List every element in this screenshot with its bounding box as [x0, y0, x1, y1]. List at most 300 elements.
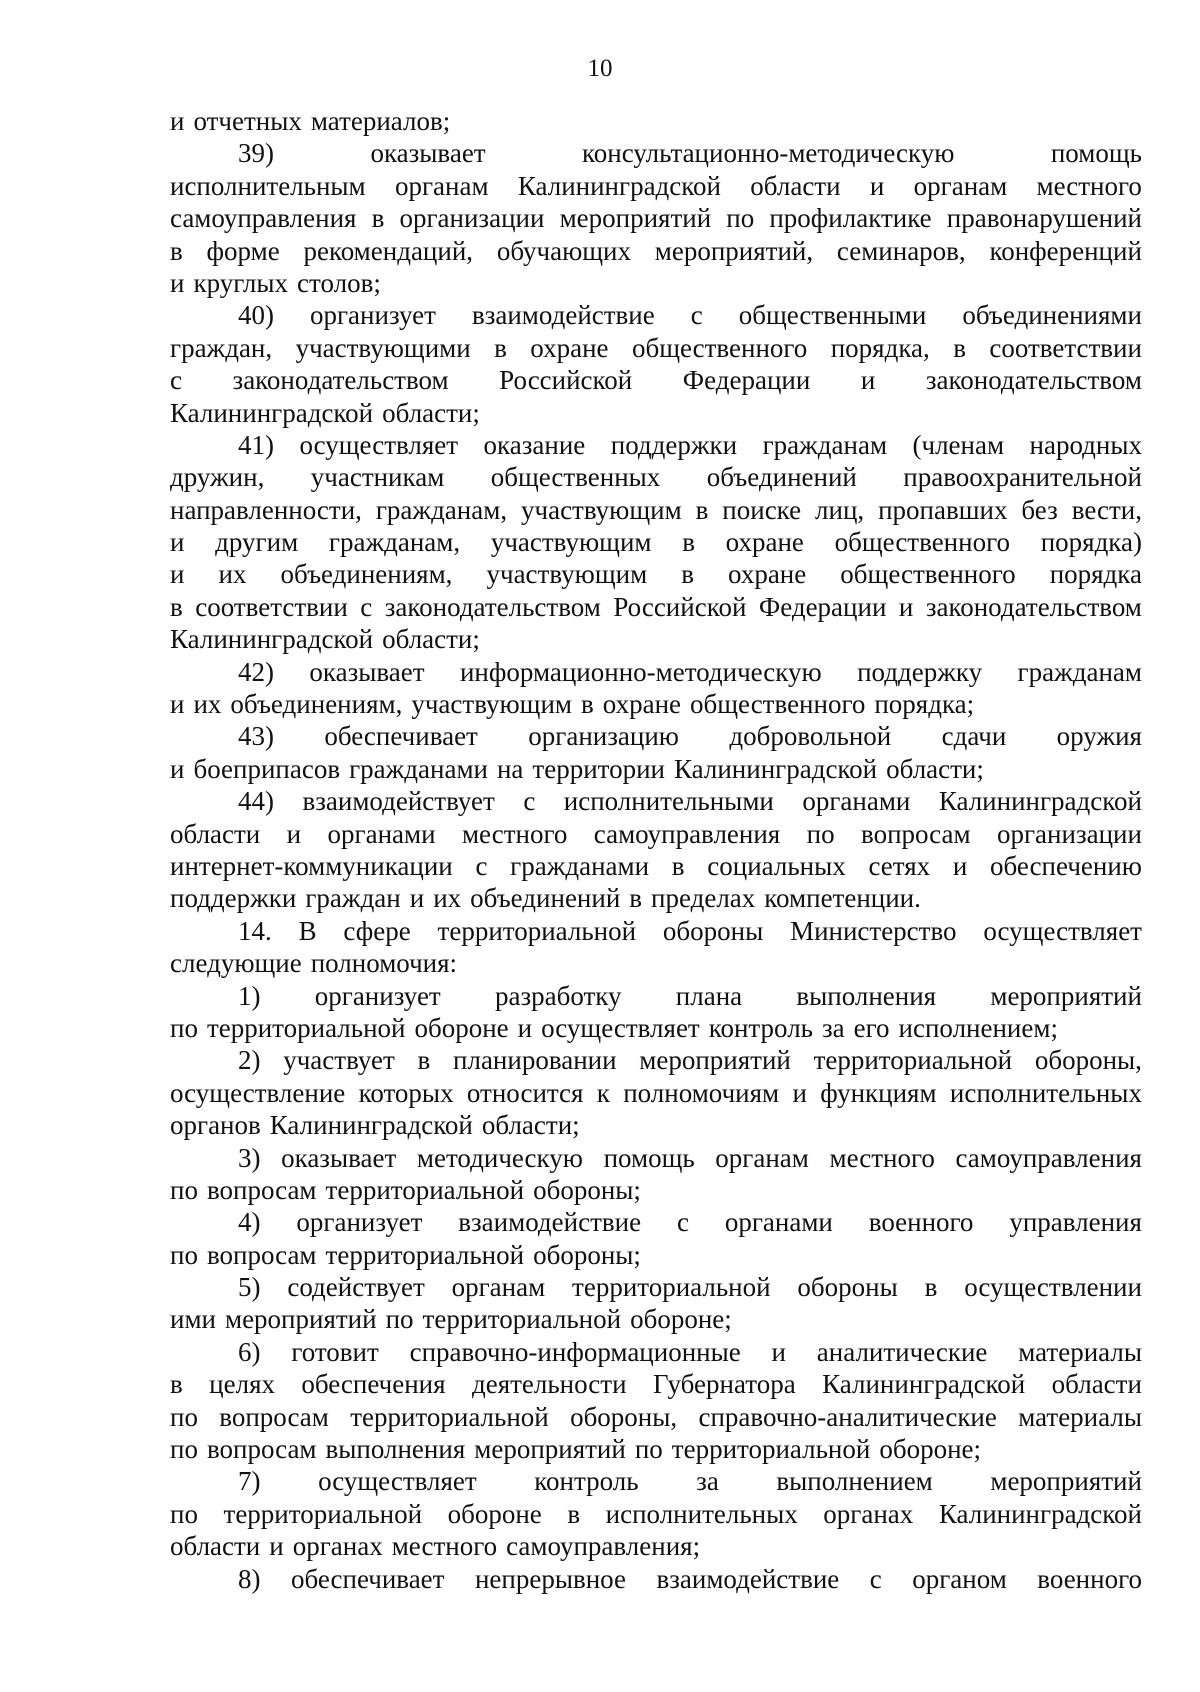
word: органом	[912, 1563, 1007, 1594]
word: обороны	[662, 915, 764, 946]
word: гражданами	[510, 850, 650, 881]
word: компетенции.	[764, 883, 921, 914]
word: мероприятий	[990, 980, 1142, 1011]
word: вопросам	[219, 1401, 329, 1432]
text-line	[170, 1109, 1142, 1141]
text-line	[170, 494, 1142, 526]
word: местного	[391, 1531, 498, 1562]
word: информационно-методическую	[459, 656, 822, 687]
text-line	[170, 137, 1142, 169]
word: оказывает	[370, 138, 486, 169]
word: вести,	[1071, 494, 1142, 525]
word: их	[433, 883, 462, 914]
word: в	[681, 559, 694, 590]
word: оказание	[483, 429, 586, 460]
text-line	[170, 656, 1142, 688]
word: территориальной	[325, 1239, 525, 1270]
word: народных	[1029, 429, 1142, 460]
word: деятельности	[471, 1369, 627, 1400]
word: с	[676, 1207, 689, 1238]
word: по	[634, 1434, 663, 1465]
word: без	[1021, 494, 1058, 525]
word: поддержку	[857, 656, 983, 687]
word: в	[629, 883, 643, 914]
word: боеприпасов	[193, 753, 341, 784]
word: по	[170, 1434, 198, 1465]
word: законодательством	[384, 591, 601, 622]
text-line	[170, 720, 1142, 752]
word: осуществляет	[541, 1012, 700, 1043]
word: охране	[725, 527, 804, 558]
word: контроль	[708, 1012, 813, 1043]
word: и	[869, 170, 885, 201]
word: за	[696, 1466, 719, 1497]
word: участвующим	[490, 527, 652, 558]
word: территориальной	[813, 1045, 1013, 1076]
word: организацию	[528, 721, 679, 752]
text-line	[170, 1498, 1142, 1530]
word: участникам	[310, 462, 445, 493]
word: и	[409, 883, 425, 914]
word: самоуправления	[170, 203, 357, 234]
word: общественного	[690, 689, 866, 720]
word: социальных	[707, 850, 846, 881]
word: осуществлении	[964, 1272, 1142, 1303]
text-line	[170, 1368, 1142, 1400]
word: области;	[382, 397, 480, 428]
text-line	[170, 1239, 1142, 1271]
word: и	[170, 689, 185, 720]
word: гражданами	[349, 753, 488, 784]
word: организует	[296, 1207, 423, 1238]
word: и	[517, 1012, 533, 1043]
word: 40)	[238, 300, 274, 331]
word: области;	[886, 753, 984, 784]
word: и	[286, 818, 302, 849]
text-line	[170, 1044, 1142, 1076]
word: соответствии	[195, 591, 348, 622]
word: и	[170, 267, 185, 298]
word: консультационно-методическую	[582, 138, 955, 169]
word: участвующим	[521, 494, 682, 525]
text-line	[170, 558, 1142, 590]
word: объединениями	[962, 300, 1142, 331]
text-line	[170, 105, 1142, 137]
word: готовит	[291, 1336, 379, 1367]
word: взаимодействие	[471, 300, 655, 331]
word: полномочия:	[310, 948, 458, 979]
word: пропавших	[878, 494, 1008, 525]
word: в	[170, 235, 183, 266]
word: органах	[292, 1531, 383, 1562]
word: Российской	[499, 365, 633, 396]
word: сфере	[343, 915, 411, 946]
word: и	[771, 1336, 786, 1367]
word: участвует	[283, 1045, 395, 1076]
word: объединений	[470, 883, 621, 914]
word: области;	[481, 1110, 580, 1141]
word: участвующим	[486, 559, 648, 590]
word: материалы	[1018, 1401, 1142, 1432]
word: соответствии	[989, 332, 1142, 363]
word: в	[682, 527, 695, 558]
text-line	[170, 591, 1142, 623]
word: Губернатора	[652, 1369, 796, 1400]
word: целях	[209, 1369, 275, 1400]
word: 4)	[238, 1207, 261, 1238]
word: объединениям,	[230, 689, 403, 720]
word: разработку	[494, 980, 622, 1011]
word: органам	[913, 170, 1008, 201]
text-line	[170, 850, 1142, 882]
word: Калининградской	[170, 624, 374, 655]
word: форме	[206, 235, 280, 266]
word: общественного	[631, 332, 808, 363]
word: органами	[724, 1207, 833, 1238]
word: плана	[675, 980, 743, 1011]
word: 39)	[238, 138, 274, 169]
word: их	[193, 689, 222, 720]
word: к	[596, 1077, 610, 1108]
word: обороны,	[570, 1401, 678, 1432]
word: объединениям,	[280, 559, 453, 590]
word: осуществление	[170, 1077, 346, 1108]
word: организует	[314, 980, 441, 1011]
document-body	[170, 105, 1142, 1595]
word: взаимодействие	[458, 1207, 642, 1238]
word: граждан,	[170, 332, 273, 363]
word: на	[496, 753, 524, 784]
word: обеспечивает	[324, 721, 478, 752]
word: столов;	[297, 267, 381, 298]
word: семинаров,	[836, 235, 966, 266]
word: в	[170, 591, 183, 622]
text-line	[170, 688, 1142, 720]
word: территории	[532, 753, 665, 784]
word: 44)	[238, 786, 274, 817]
word: обороне;	[630, 1304, 732, 1335]
word: организует	[309, 300, 436, 331]
word: военного	[1037, 1563, 1142, 1594]
word: добровольной	[729, 721, 892, 752]
word: по	[170, 1239, 198, 1270]
word: правонарушений	[946, 203, 1142, 234]
word: и	[860, 365, 876, 396]
word: 5)	[238, 1272, 261, 1303]
word: органам	[715, 1142, 809, 1173]
word: методическую	[416, 1142, 583, 1173]
word: относится	[466, 1077, 584, 1108]
word: помощь	[1050, 138, 1142, 169]
word: и	[952, 850, 968, 881]
word: помощь	[603, 1142, 695, 1173]
word: в	[953, 332, 966, 363]
word: в	[695, 494, 709, 525]
word: законодательством	[232, 365, 449, 396]
word: органах	[823, 1498, 914, 1529]
word: вопросам	[206, 1174, 317, 1205]
word: поиске	[722, 494, 802, 525]
word: органов	[170, 1110, 261, 1141]
word: местного	[461, 818, 568, 849]
word: гражданам	[762, 429, 888, 460]
word: по	[726, 203, 755, 234]
word: материалы	[1018, 1336, 1142, 1367]
word: управления	[1009, 1207, 1142, 1238]
word: в	[170, 1369, 183, 1400]
word: гражданам,	[375, 494, 508, 525]
text-line	[170, 623, 1142, 655]
word: исполнительным	[170, 170, 366, 201]
word: справочно-аналитические	[698, 1401, 997, 1432]
word: исполнительными	[563, 786, 774, 817]
word: Калининградской	[269, 1110, 473, 1141]
word: материалов;	[310, 106, 451, 136]
word: военного	[868, 1207, 974, 1238]
word: выполнения	[325, 1434, 466, 1465]
word: отчетных	[193, 106, 302, 136]
text-line	[170, 235, 1142, 267]
word: интернет-коммуникации	[170, 850, 453, 881]
word: вопросам	[206, 1239, 317, 1270]
word: гражданам,	[328, 527, 461, 558]
word: (членам	[912, 429, 1005, 460]
word: в	[567, 1498, 581, 1529]
word: исполнительных	[605, 1498, 798, 1529]
word: органам	[451, 1272, 546, 1303]
word: В	[298, 915, 317, 946]
word: мероприятий,	[654, 235, 814, 266]
word: полномочиям	[623, 1077, 780, 1108]
word: контроль	[534, 1466, 639, 1497]
word: Калининградской	[938, 1498, 1142, 1529]
word: мероприятий	[559, 203, 712, 234]
word: порядка	[1049, 559, 1142, 590]
word: с	[170, 365, 182, 396]
page-number: 10	[587, 55, 613, 82]
word: территориальной	[206, 1012, 406, 1043]
word: мероприятий	[224, 1304, 377, 1335]
word: обороны	[797, 1272, 898, 1303]
word: по	[170, 1012, 198, 1043]
word: рекомендаций,	[303, 235, 474, 266]
word: его	[853, 1012, 890, 1043]
word: 8)	[238, 1563, 261, 1594]
word: и	[792, 1077, 807, 1108]
text-line	[170, 1271, 1142, 1303]
word: функциям	[820, 1077, 937, 1108]
text-line	[170, 1012, 1142, 1044]
word: 7)	[238, 1466, 261, 1497]
text-line	[170, 1206, 1142, 1238]
word: граждан	[305, 883, 401, 914]
word: по	[170, 1401, 198, 1432]
word: Министерство	[790, 915, 957, 946]
word: органами	[802, 786, 911, 817]
word: обороны,	[1034, 1045, 1142, 1076]
word: в	[494, 332, 507, 363]
word: пределах	[651, 883, 756, 914]
word: объединений	[706, 462, 857, 493]
word: по	[806, 818, 835, 849]
word: 42)	[238, 656, 274, 687]
word: аналитические	[816, 1336, 988, 1367]
word: по	[170, 1498, 198, 1529]
text-line	[170, 818, 1142, 850]
word: общественного	[840, 559, 1016, 590]
word: поддержки	[170, 883, 297, 914]
word: обеспечения	[301, 1369, 446, 1400]
word: за	[822, 1012, 845, 1043]
text-line	[170, 980, 1142, 1012]
text-line	[170, 299, 1142, 331]
word: Калининградской	[938, 786, 1142, 817]
word: порядка,	[830, 332, 930, 363]
word: конференций	[989, 235, 1142, 266]
word: мероприятий	[990, 1466, 1142, 1497]
word: 2)	[238, 1045, 261, 1076]
word: мероприятий	[639, 1045, 791, 1076]
word: и	[898, 591, 914, 622]
word: обеспечению	[990, 850, 1142, 881]
text-line	[170, 1303, 1142, 1335]
word: 41)	[238, 429, 274, 460]
word: органами	[327, 818, 436, 849]
word: исполнительных	[949, 1077, 1142, 1108]
word: территориальной	[437, 915, 637, 946]
text-line	[170, 1077, 1142, 1109]
word: с	[475, 850, 488, 881]
word: местного	[829, 1142, 935, 1173]
word: с	[869, 1563, 882, 1594]
word: порядка)	[1040, 527, 1142, 558]
text-line	[170, 947, 1142, 979]
text-line	[170, 1433, 1142, 1465]
text-line	[170, 882, 1142, 914]
word: выполнением	[776, 1466, 933, 1497]
word: Федерации	[758, 591, 887, 622]
word: справочно-информационные	[409, 1336, 741, 1367]
word: обучающих	[496, 235, 631, 266]
word: и	[170, 753, 185, 784]
word: 1)	[238, 980, 261, 1011]
word: обороне;	[879, 1434, 982, 1465]
word: с	[523, 786, 536, 817]
word: органам	[394, 170, 489, 201]
text-line	[170, 785, 1142, 817]
text-line	[170, 332, 1142, 364]
word: гражданам	[1017, 656, 1142, 687]
word: с	[360, 591, 373, 622]
word: области;	[382, 624, 480, 655]
text-line	[170, 753, 1142, 785]
word: другим	[215, 527, 299, 558]
word: законодательством	[925, 365, 1142, 396]
word: и	[170, 527, 185, 558]
word: следующие	[170, 948, 302, 979]
text-line	[170, 1174, 1142, 1206]
word: общественных	[490, 462, 661, 493]
word: Калининградской	[822, 1369, 1026, 1400]
word: Федерации	[682, 365, 811, 396]
word: поддержки	[610, 429, 738, 460]
text-line	[170, 915, 1142, 947]
word: выполнения	[796, 980, 937, 1011]
word: вопросам	[206, 1434, 317, 1465]
word: обеспечивает	[290, 1563, 445, 1594]
word: направленности,	[170, 494, 362, 525]
word: порядка;	[874, 689, 975, 720]
word: области	[170, 818, 261, 849]
word: Российской	[613, 591, 747, 622]
word: мероприятий	[474, 1434, 626, 1465]
word: по	[385, 1304, 414, 1335]
word: и	[170, 106, 185, 136]
word: участвующими	[295, 332, 471, 363]
word: области	[750, 170, 841, 201]
word: осуществляет	[299, 429, 459, 460]
text-line	[170, 1401, 1142, 1433]
text-line	[170, 170, 1142, 202]
word: оказывает	[281, 1142, 397, 1173]
word: охране	[602, 689, 682, 720]
word: обороны;	[533, 1174, 641, 1205]
word: территориальной	[572, 1272, 771, 1303]
word: организации	[996, 818, 1142, 849]
word: осуществляет	[318, 1466, 477, 1497]
word: круглых	[193, 267, 289, 298]
word: 43)	[238, 721, 274, 752]
word: сдачи	[941, 721, 1007, 752]
word: территориальной	[422, 1304, 622, 1335]
word: Калининградской	[517, 170, 721, 201]
word: дружин,	[170, 462, 265, 493]
word: ими	[170, 1304, 216, 1335]
word: и	[170, 559, 185, 590]
word: самоуправления	[593, 818, 781, 849]
word: содействует	[287, 1272, 425, 1303]
word: Калининградской	[674, 753, 878, 784]
word: исполнением;	[898, 1012, 1058, 1043]
text-line	[170, 1336, 1142, 1368]
word: и	[269, 1531, 284, 1562]
word: лиц,	[815, 494, 865, 525]
word: области	[1051, 1369, 1142, 1400]
word: общественными	[738, 300, 927, 331]
word: самоуправления;	[506, 1531, 701, 1562]
word: обороне	[414, 1012, 509, 1043]
text-line	[170, 1530, 1142, 1562]
text-line	[170, 397, 1142, 429]
word: с	[690, 300, 703, 331]
word: сетях	[868, 850, 931, 881]
text-line	[170, 364, 1142, 396]
word: осуществляет	[983, 915, 1142, 946]
word: планировании	[453, 1045, 617, 1076]
word: самоуправления	[955, 1142, 1142, 1173]
word: в	[581, 689, 594, 720]
text-line	[170, 429, 1142, 461]
word: охране	[728, 559, 807, 590]
word: территориальной	[350, 1401, 549, 1432]
word: законодательством	[925, 591, 1142, 622]
word: 3)	[238, 1142, 261, 1173]
word: обороне	[447, 1498, 542, 1529]
word: территориальной	[671, 1434, 871, 1465]
word: в	[924, 1272, 938, 1303]
word: Калининградской	[170, 397, 374, 428]
word: в	[417, 1045, 431, 1076]
